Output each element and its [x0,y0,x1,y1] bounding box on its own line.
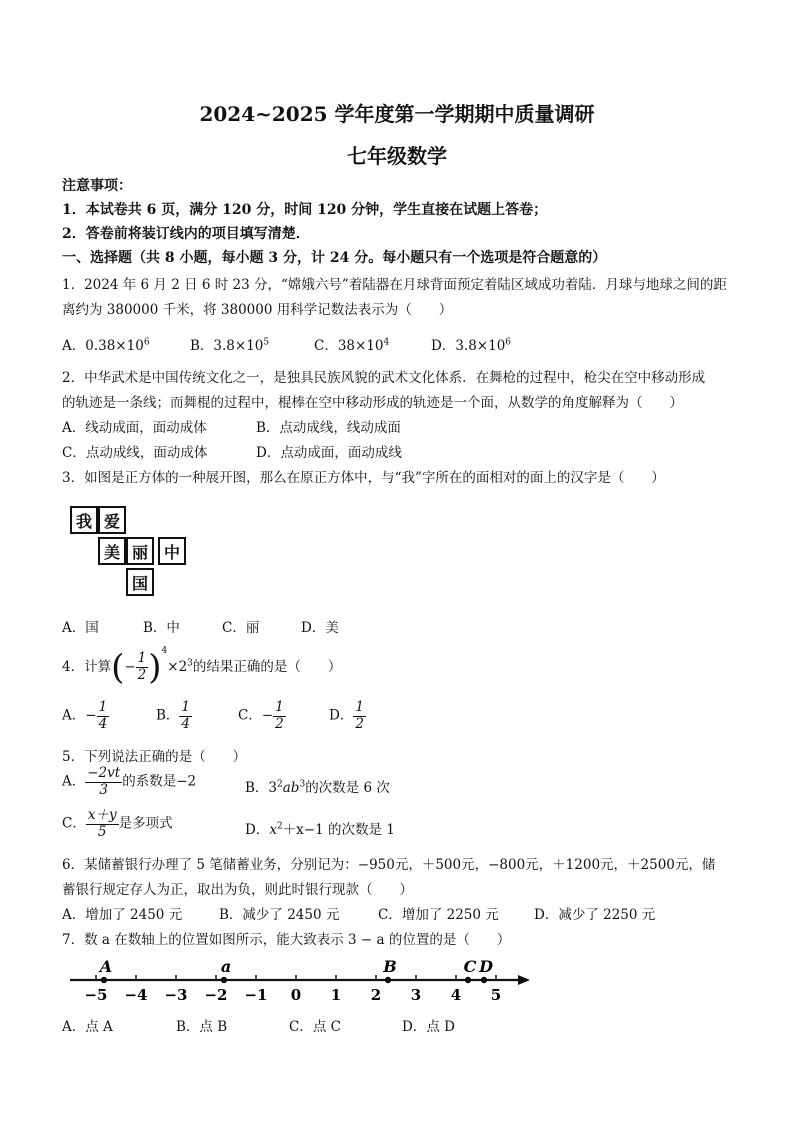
q6-option-d[interactable]: D．减少了 2250 元 [534,907,656,923]
q4-stem: 4．计算(− $\frac{1}{2}$ )$^4\times 2^3$的结果正确的是（ ） [62,646,342,688]
q7-option-a[interactable]: A．点 A [62,1019,113,1035]
q4-option-d[interactable]: D． $\frac{1}{2}$ [329,699,364,732]
q2-option-b[interactable]: B．点动成线，线动成面 [256,420,401,436]
note-1: 1．本试卷共 6 页，满分 120 分，时间 120 分钟，学生直接在试题上答卷； [62,202,548,218]
q5-option-a[interactable]: A． $\frac{-2vt}{3}$ 的系数是−2 [62,765,197,798]
q5-option-b[interactable]: B．$3^2ab^3$的次数是 6 次 [245,779,390,796]
q2-line1: 2．中华武术是中国传统文化之一，是独具民族风貌的武术文化体系．在舞枪的过程中，枪尖在空中移动形成 [62,370,706,386]
q5-option-c[interactable]: C． $\frac{x+y}{5}$ 是多项式 [62,807,173,840]
q6-option-b[interactable]: B．减少了 2450 元 [219,907,340,923]
q6-line1: 6．某储蓄银行办理了 5 笔储蓄业务，分别记为：−950元，＋500元，−800元，＋1200元，＋2500元，储 [62,857,716,873]
q2-option-c[interactable]: C．点动成线，面动成体 [62,445,208,461]
net-cell-guo: 国 [126,568,154,596]
q1-option-c[interactable]: C．$38\times 10^4$ [314,337,390,354]
net-cell-li: 丽 [126,537,154,565]
point-D-label: D [479,957,493,976]
point-C-dot [465,977,471,983]
tick-label: −2 [204,986,228,1004]
q6-line2: 蓄银行规定存人为正，取出为负，则此时银行现款（ ） [62,882,413,898]
tick-label: 5 [490,986,502,1004]
q2-option-d[interactable]: D．点动成面，面动成线 [256,445,402,461]
q3-option-b[interactable]: B．中 [143,620,180,636]
q7-option-c[interactable]: C．点 C [289,1019,341,1035]
net-cell-ai: 爱 [98,506,126,534]
tick-label: −5 [84,986,108,1004]
q1-line1: 1．2024 年 6 月 2 日 6 时 23 分，“嫦娥六号”着陆器在月球背面预定着陆区域成功着陆．月球与地球之间的距 [62,277,727,293]
number-line-figure [60,950,540,1010]
notes-heading: 注意事项： [62,178,132,194]
tick-label: −4 [124,986,148,1004]
point-A-dot [101,977,107,983]
tick-label: −1 [244,986,268,1004]
tick-label: 3 [410,986,422,1004]
q4-option-c[interactable]: C．− $\frac{1}{2}$ [238,699,284,732]
point-C-label: C [463,957,477,976]
point-a-label: a [220,957,232,976]
tick-label: 0 [290,986,302,1004]
q3-line1: 3．如图是正方体的一种展开图，那么在原正方体中，与“我”字所在的面相对的面上的汉字是（ ） [62,470,665,486]
q6-option-c[interactable]: C．增加了 2250 元 [378,907,499,923]
q2-line2: 的轨迹是一条线；而舞棍的过程中，棍棒在空中移动形成的轨迹是一个面，从数学的角度解释为（ ） [62,395,683,411]
page-title: 2024~2025 学年度第一学期期中质量调研 [199,102,595,126]
number-line-arrow [518,975,530,985]
point-B-dot [385,977,391,983]
q1-line2: 离约为 380000 千米，将 380000 用科学记数法表示为（ ） [62,302,453,318]
point-B-label: B [383,957,397,976]
q1-option-a[interactable]: A．$0.38\times 10^6$ [62,337,150,354]
page-subtitle: 七年级数学 [347,144,447,168]
q4-option-a[interactable]: A．− $\frac{1}{4}$ [62,699,108,732]
note-2: 2．答卷前将装订线内的项目填写清楚． [62,226,310,242]
point-a-dot [221,977,227,983]
q7-option-b[interactable]: B．点 B [176,1019,228,1035]
net-cell-mei: 美 [98,537,126,565]
q3-option-d[interactable]: D．美 [301,620,339,636]
tick-label: 1 [330,986,342,1004]
q3-option-a[interactable]: A．国 [62,620,99,636]
point-A-label: A [99,957,113,976]
q7-option-d[interactable]: D．点 D [402,1019,455,1035]
point-D-dot [481,977,487,983]
q1-option-d[interactable]: D．$3.8\times 10^6$ [431,337,512,354]
tick-label: 2 [370,986,382,1004]
tick-label: 4 [450,986,462,1004]
q5-option-d[interactable]: D．$x^2+x-1$ 的次数是 1 [245,821,395,838]
q7-stem: 7．数 a 在数轴上的位置如图所示，能大致表示 3 − a 的位置的是（ ） [62,932,511,948]
q6-option-a[interactable]: A．增加了 2450 元 [62,907,183,923]
net-cell-wo: 我 [70,506,98,534]
tick-label: −3 [164,986,188,1004]
q2-option-a[interactable]: A．线动成面，面动成体 [62,420,207,436]
q1-option-b[interactable]: B．$3.8\times 10^5$ [190,337,270,354]
q4-option-b[interactable]: B． $\frac{1}{4}$ [156,699,191,732]
section-heading: 一、选择题（共 8 小题，每小题 3 分，计 24 分。每小题只有一个选项是符合题意的） [62,250,607,266]
q4-fraction: $\frac{1}{2}$ [137,650,147,683]
q5-stem: 5．下列说法正确的是（ ） [62,749,247,765]
net-cell-zhong: 中 [158,537,186,565]
q3-option-c[interactable]: C．丽 [222,620,260,636]
